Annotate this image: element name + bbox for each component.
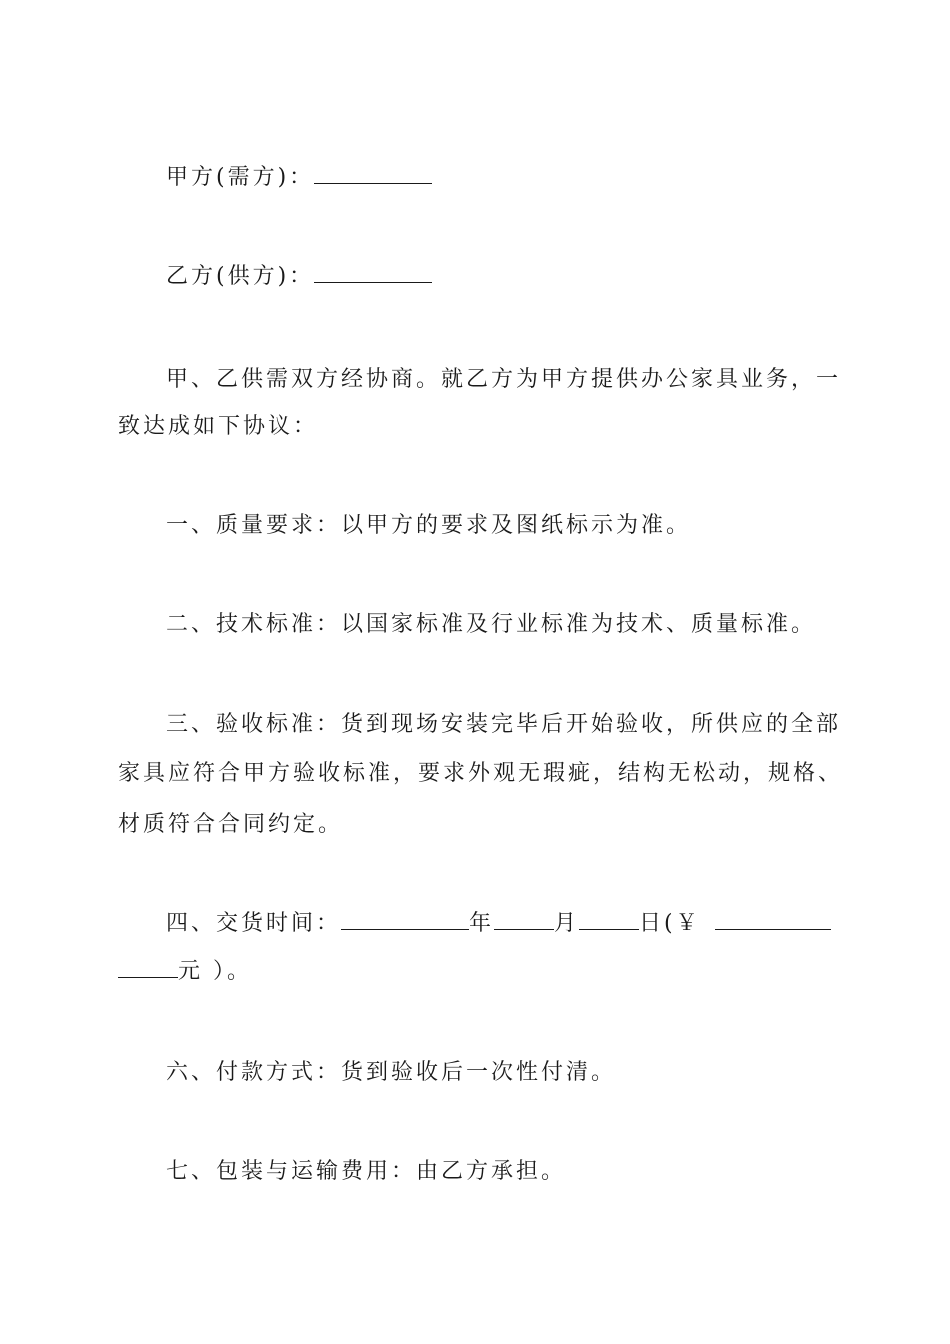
intro-paragraph-line2: 致达成如下协议： [118, 414, 319, 439]
clause-acceptance-line1: 三、验收标准：货到现场安装完毕后开始验收，所供应的全部 [166, 712, 842, 737]
party-b-line [166, 251, 882, 303]
clause-delivery-line1 [166, 898, 882, 950]
delivery-year-unit: 年 [469, 911, 495, 936]
delivery-label: 四、交货时间： [166, 911, 342, 936]
amount-blank-second [118, 951, 178, 978]
clause-technical-standard: 二、技术标准：以国家标准及行业标准为技术、质量标准。 [166, 612, 817, 637]
clause-acceptance-line3: 材质符合合同约定。 [118, 812, 344, 837]
party-a-blank [314, 157, 432, 184]
amount-blank-first [715, 903, 831, 930]
party-b-label: 乙方(供方)： [166, 264, 315, 289]
delivery-month-blank [494, 903, 554, 930]
clause-packaging: 七、包装与运输费用：由乙方承担。 [166, 1159, 567, 1184]
delivery-year-blank [341, 903, 469, 930]
party-b-blank [314, 256, 432, 283]
amount-unit: 元 ）。 [178, 959, 252, 984]
clause-payment: 六、付款方式：货到验收后一次性付清。 [166, 1060, 617, 1085]
intro-paragraph-line1: 甲、乙供需双方经协商。就乙方为甲方提供办公家具业务，一 [166, 367, 842, 392]
clause-delivery-line2 [118, 946, 834, 998]
party-a-label: 甲方(需方)： [166, 165, 315, 190]
delivery-day-unit: 日(￥ [639, 911, 701, 936]
delivery-day-blank [579, 903, 639, 930]
party-a-line [166, 152, 882, 204]
delivery-month-unit: 月 [554, 911, 580, 936]
clause-acceptance-line2: 家具应符合甲方验收标准，要求外观无瑕疵，结构无松动，规格、 [118, 761, 844, 786]
clause-quality: 一、质量要求：以甲方的要求及图纸标示为准。 [166, 513, 692, 538]
